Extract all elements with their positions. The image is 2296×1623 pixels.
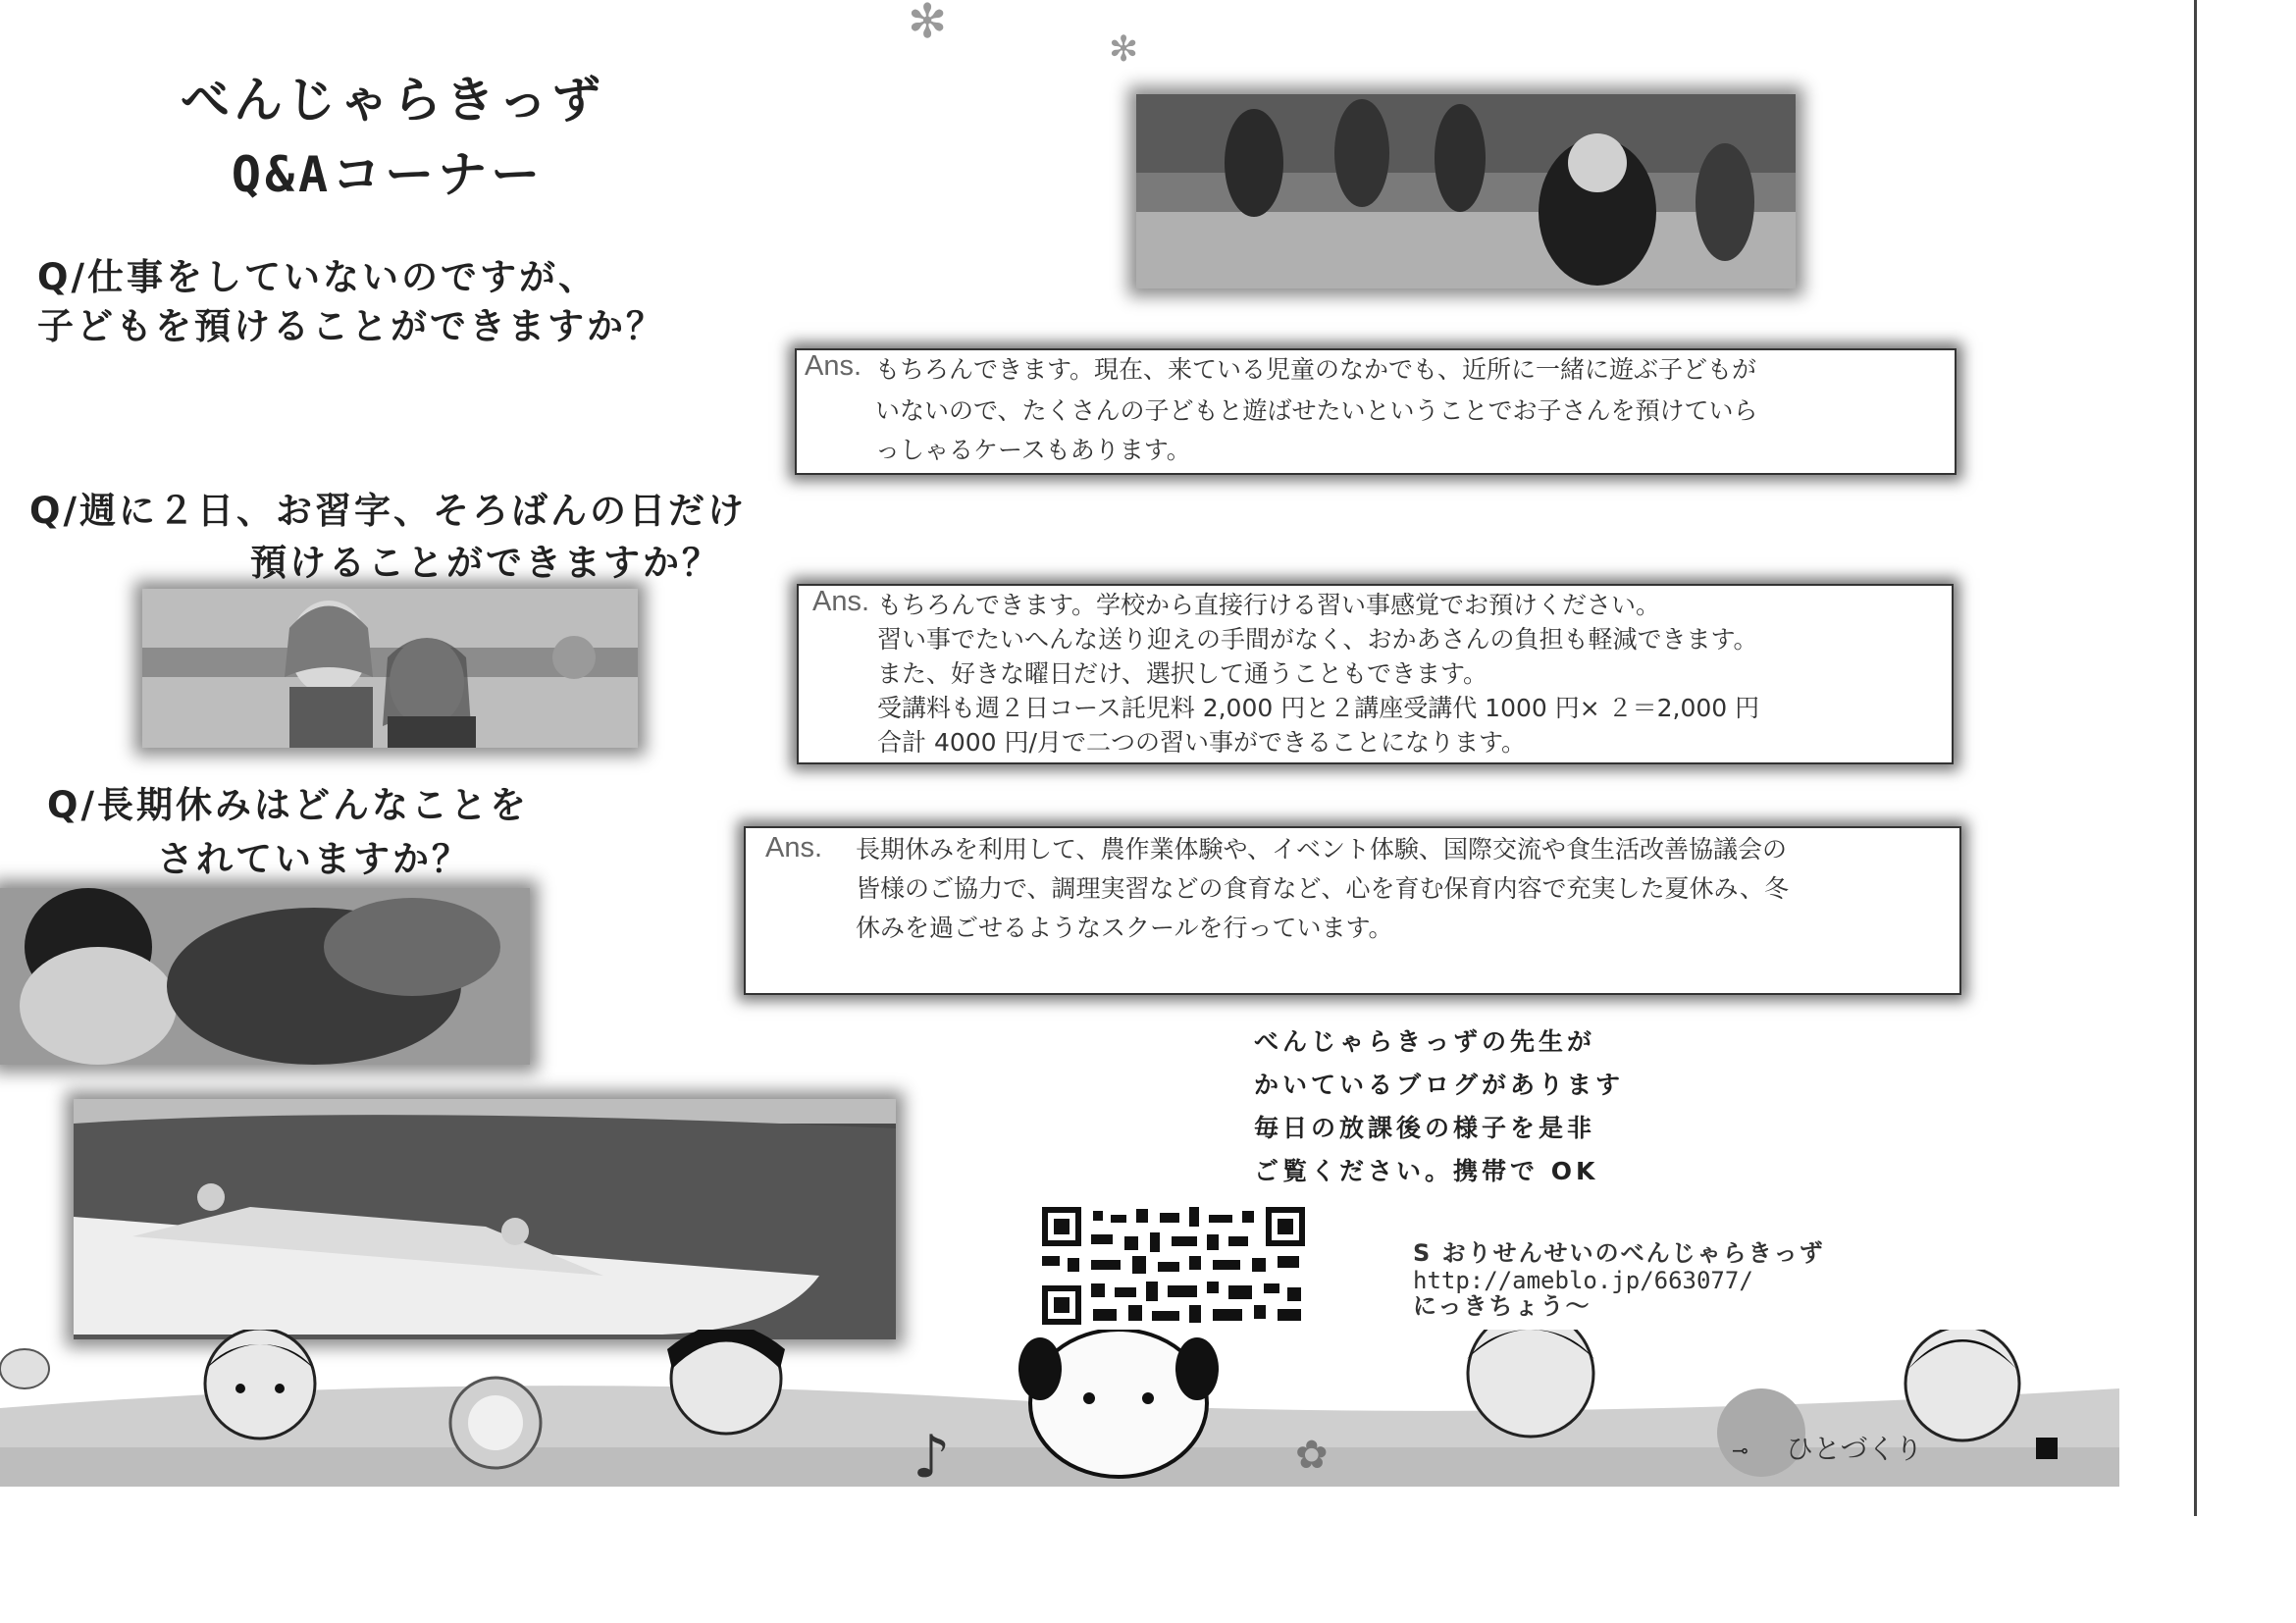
answer-1-line1: もちろんできます。現在、来ている児童のなかでも、近所に一緒に遊ぶ子どもが <box>875 355 1757 384</box>
blog-url[interactable]: http://ameblo.jp/663077/ <box>1413 1267 1753 1294</box>
question-1-line1: Q/仕事をしていないのですが、 <box>37 256 598 298</box>
qr-code[interactable] <box>1042 1207 1305 1325</box>
answer-2-box <box>797 584 1954 764</box>
question-2-line2: 預けることができますか？ <box>250 542 721 584</box>
answer-label: Ans. <box>812 586 870 617</box>
answer-2-line4: 受講料も週２日コース託児料 2,000 円と２講座受講代 1000 円× ２＝2,000 円 <box>877 694 1760 722</box>
answer-label: Ans. <box>765 832 823 864</box>
photo-children-swimming <box>1136 94 1796 288</box>
answer-2-line3: また、好きな曜日だけ、選択して通うこともできます。 <box>877 659 1488 688</box>
question-3-line2: されていますか？ <box>157 838 471 880</box>
music-note-icon: ♪ <box>913 1423 951 1492</box>
page-subtitle: Q&Aコーナー <box>231 146 545 203</box>
photo-two-girls <box>142 589 638 748</box>
answer-3-line1: 長期休みを利用して、農作業体験や、イベント体験、国際交流や食生活改善協議会の <box>856 835 1788 864</box>
question-3-line1: Q/長期休みはどんなことを <box>47 784 529 826</box>
answer-2-line2: 習い事でたいへんな送り迎えの手間がなく、おかあさんの負担も軽減できます。 <box>877 625 1758 654</box>
answer-2-line1: もちろんできます。学校から直接行ける習い事感覚でお預けください。 <box>877 591 1661 619</box>
sparkle-icon: ✻ <box>908 0 948 49</box>
blog-name: S おりせんせいのべんじゃらきっず <box>1413 1239 1825 1267</box>
photo-boat <box>74 1099 896 1339</box>
page-edge <box>2194 0 2197 1516</box>
question-2-line1: Q/週に２日、お習字、そろばんの日だけ <box>29 490 747 532</box>
answer-1-line2: いないので、たくさんの子どもと遊ばせたいということでお子さんを預けていら <box>875 396 1758 425</box>
answer-1-box <box>795 348 1957 475</box>
flower-icon: ✿ <box>1295 1433 1329 1478</box>
blog-subtitle: にっきちょう〜 <box>1413 1292 1592 1320</box>
answer-3-line2: 皆様のご協力で、調理実習などの食育など、心を育む保育内容で充実した夏休み、冬 <box>856 874 1790 903</box>
answer-2-line5: 合計 4000 円/月で二つの習い事ができることになります。 <box>877 728 1526 757</box>
blog-line-3: 毎日の放課後の様子を是非 <box>1254 1114 1596 1142</box>
sparkle-icon: ✻ <box>1109 29 1139 70</box>
answer-3-box <box>744 826 1961 995</box>
footer-logo-text: ひとづくり <box>1786 1433 1923 1465</box>
page-title: べんじゃらきっず <box>181 72 604 129</box>
photo-child-with-plants <box>0 888 530 1065</box>
blog-line-2: かいているブログがあります <box>1254 1071 1625 1099</box>
answer-3-line3: 休みを過ごせるようなスクールを行っています。 <box>856 914 1393 942</box>
answer-label: Ans. <box>805 350 862 382</box>
apple-icon: ⊸ <box>1732 1439 1748 1462</box>
answer-1-line3: っしゃるケースもあります。 <box>875 436 1191 464</box>
question-1-line2: 子どもを預けることができますか？ <box>37 305 665 347</box>
blog-text <box>1254 1021 1624 1193</box>
blog-line-1: べんじゃらきっずの先生が <box>1254 1027 1596 1056</box>
blog-line-4: ご覧ください。携帯で OK <box>1254 1157 1599 1185</box>
